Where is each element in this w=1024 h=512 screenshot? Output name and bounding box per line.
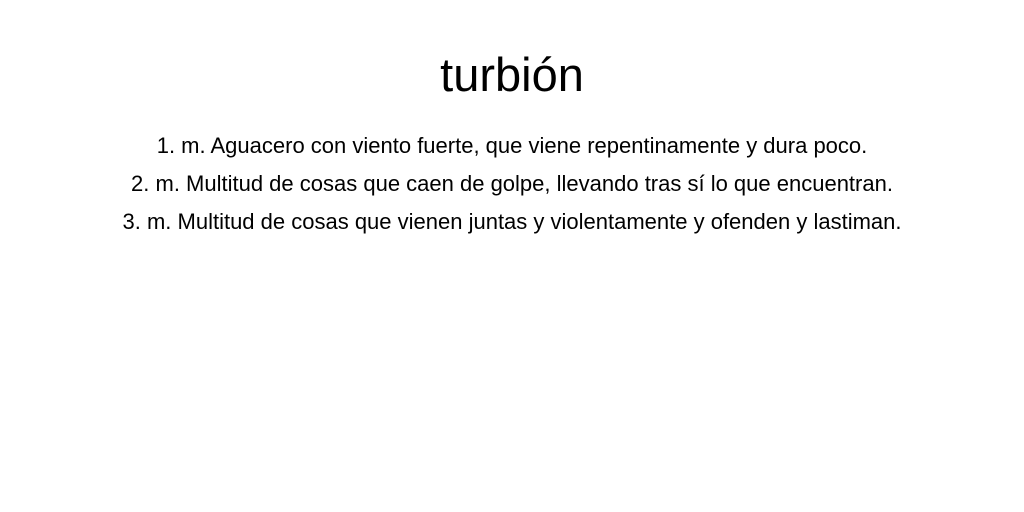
definition-item-1: 1. m. Aguacero con viento fuerte, que viene repentinamente y dura poco. bbox=[156, 133, 868, 158]
definition-item-2: 2. m. Multitud de cosas que caen de golpe, llevando tras sí lo que encuentran. bbox=[131, 171, 893, 196]
definition-list bbox=[0, 127, 1024, 241]
headword-title: turbión bbox=[440, 48, 584, 101]
definition-item-3: 3. m. Multitud de cosas que vienen juntas y violentamente y ofenden y lastiman. bbox=[122, 209, 902, 234]
